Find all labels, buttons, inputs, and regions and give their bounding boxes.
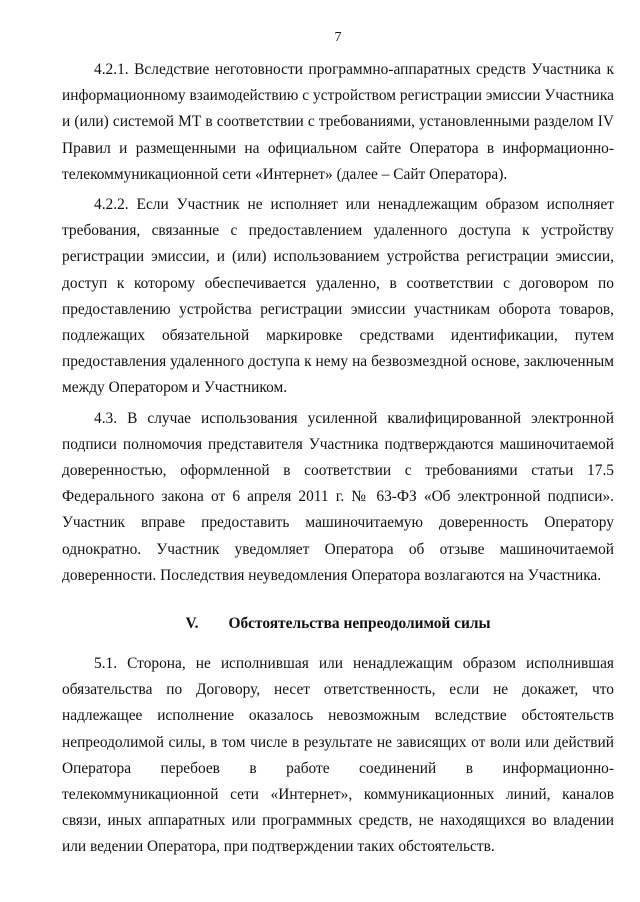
section-number: V. bbox=[185, 615, 199, 633]
document-page bbox=[62, 0, 614, 902]
paragraph-4-2-2: 4.2.2. Если Участник не исполняет или ненадлежащим образом исполняет требования, связанные с предоставлением удаленного доступа к устройству регистрации эмиссии, и (или) использованием устройства регистрации эмиссии, доступ к которому обеспечивается удаленно, в соответствии с договором по предоставлению устройства регистрации эмиссии участникам оборота товаров, подлежащих обязательной маркировке средствами идентификации, путем предоставления удаленного доступа к нему на безвозмездной основе, заключенным между Оператором и Участником. bbox=[62, 196, 614, 397]
paragraph-4-2-1: 4.2.1. Вследствие неготовности программно-аппаратных средств Участника к информационному взаимодействию с устройством регистрации эмиссии Участника и (или) системой МТ в соответствии с требованиями, установленными разделом IV Правил и размещенными на официальном сайте Оператора в информационно-телекоммуникационной сети «Интернет» (далее – Сайт Оператора). bbox=[62, 61, 614, 183]
paragraph-5-1: 5.1. Сторона, не исполнившая или ненадлежащим образом исполнившая обязательства по Договору, несет ответственность, если не докажет, что надлежащее исполнение оказалось невозможным вследствие обстоятельств непреодолимой силы, в том числе в результате не зависящих от воли или действий Оператора перебоев в работе соединений в информационно-телекоммуникационной сети «Интернет», коммуникационных линий, каналов связи, иных аппаратных или программных средств, не находящихся во владении или ведении Оператора, при подтверждении таких обстоятельств. bbox=[62, 655, 614, 856]
paragraph-4-3: 4.3. В случае использования усиленной квалифицированной электронной подписи полномочия представителя Участника подтверждаются машиночитаемой доверенностью, оформленной в соответствии с требованиями статьи 17.5 Федерального закона от 6 апреля 2011 г. № 63-ФЗ «Об электронной подписи». Участник вправе предоставить машиночитаемую доверенность Оператору однократно. Участник уведомляет Оператора об отзыве машиночитаемой доверенности. Последствия неуведомления Оператора возлагаются на Участника. bbox=[62, 409, 614, 584]
document-body bbox=[62, 57, 614, 865]
section-title: Обстоятельства непреодолимой силы bbox=[228, 615, 491, 633]
section-heading bbox=[62, 613, 614, 635]
page-number: 7 bbox=[334, 30, 342, 45]
